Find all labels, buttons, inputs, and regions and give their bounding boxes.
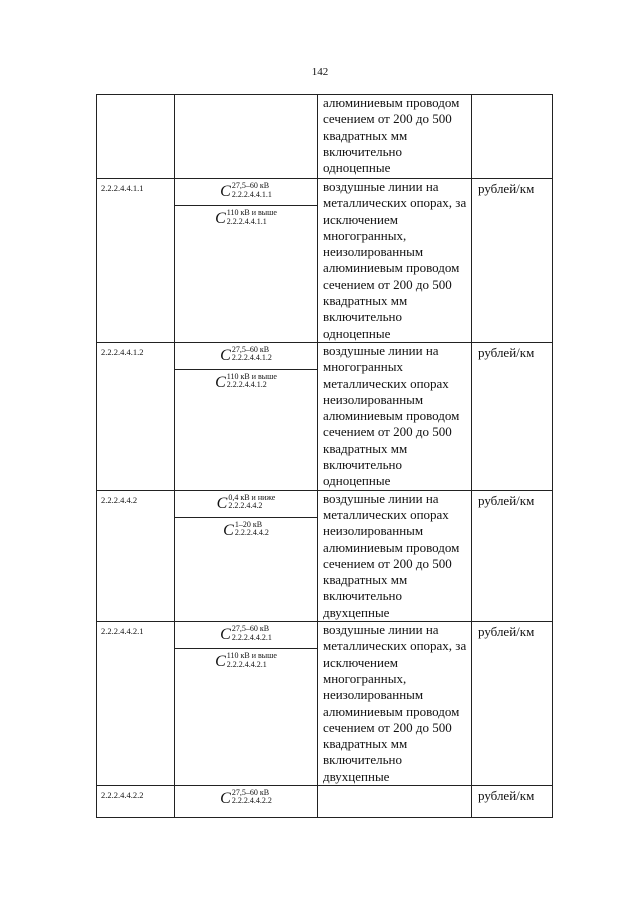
formula-symbol: C: [215, 653, 226, 671]
row-description: алюминиевым проводом сечением от 200 до 500 квадратных мм включительно одноцепные: [323, 95, 460, 176]
formula-superscript: 1–20 кВ: [234, 519, 263, 529]
row-code: 2.2.2.4.4.1.1: [101, 183, 144, 193]
table-row: [97, 622, 553, 786]
formula-subscript: 2.2.2.4.4.2.1: [226, 659, 267, 669]
formula-superscript: 27,5–60 кВ: [231, 344, 270, 354]
description-cell: [318, 490, 472, 621]
formula-superscript: 0,4 кВ и ниже: [228, 492, 276, 502]
formula-cell: [175, 342, 318, 490]
unit-cell: [472, 622, 553, 786]
row-unit: рублей/км: [478, 624, 535, 640]
row-description: воздушные линии на металлических опорах неизолированным алюминиевым проводом сечением от 200 до 500 квадратных мм включительно двухцепные: [323, 490, 460, 620]
row-code: 2.2.2.4.4.2.1: [101, 626, 144, 637]
row-code: 2.2.2.4.4.2.2: [101, 789, 144, 800]
formula-symbol: C: [215, 373, 226, 391]
unit-cell: [472, 785, 553, 817]
code-cell: [97, 622, 175, 786]
formula-superscript: 110 кВ и выше: [226, 371, 277, 381]
row-description: воздушные линии на металлических опорах, за исключением многогранных, неизолированным алюминиевым проводом сечением от 200 до 500 квадратных мм включительно одноцепные: [323, 179, 467, 341]
code-cell: [97, 490, 175, 621]
rate-formula: [215, 373, 277, 391]
formula-subscript: 2.2.2.4.4.2: [234, 528, 269, 538]
unit-cell: [472, 179, 553, 343]
formula-superscript: 27,5–60 кВ: [231, 624, 270, 634]
formula-symbol: C: [215, 210, 226, 227]
table-row: [97, 95, 553, 179]
rate-formula: [223, 521, 269, 539]
row-unit: [472, 95, 552, 97]
rate-formula: [220, 625, 272, 643]
formula-subscript: 2.2.2.4.4.2: [228, 501, 263, 511]
code-cell: [97, 342, 175, 490]
formula-cell: [175, 622, 318, 786]
formula-cell: [175, 785, 318, 817]
formula-symbol: C: [220, 346, 231, 364]
formula-subcell: [175, 648, 317, 674]
table-row: [97, 342, 553, 490]
formula-subcell: [175, 205, 317, 231]
row-unit: рублей/км: [478, 492, 535, 508]
description-cell: [318, 179, 472, 343]
formula-subscript: 2.2.2.4.4.1.2: [226, 380, 267, 390]
formula-subscript: 2.2.2.4.4.1.1: [231, 189, 272, 199]
formula-subscript: 2.2.2.4.4.1.2: [231, 353, 272, 363]
row-code: [97, 95, 174, 99]
formula-subscript: 2.2.2.4.4.2.2: [231, 796, 272, 806]
rate-formula: [220, 789, 272, 807]
formula-symbol: C: [220, 626, 231, 644]
formula-cell: [175, 95, 318, 179]
row-code: 2.2.2.4.4.2: [101, 494, 138, 505]
table-row: [97, 785, 553, 817]
formula-symbol: C: [220, 789, 231, 807]
code-cell: [97, 785, 175, 817]
rate-formula: [217, 494, 276, 512]
rate-formula: [215, 652, 277, 670]
page-number: 142: [311, 66, 329, 78]
row-unit: рублей/км: [478, 344, 535, 360]
formula-cell: [175, 179, 318, 343]
formula-symbol: C: [220, 183, 231, 200]
formula-subcell: [175, 786, 317, 812]
code-cell: [97, 95, 175, 179]
formula-symbol: C: [223, 521, 234, 539]
formula-subcell: [175, 343, 317, 369]
description-cell: [318, 622, 472, 786]
tariff-table: [96, 94, 553, 818]
formula-subcell: [175, 491, 317, 517]
formula-superscript: 27,5–60 кВ: [231, 181, 270, 190]
row-description: воздушные линии на металлических опорах, за исключением многогранных, неизолированным алюминиевым проводом сечением от 200 до 500 квадратных мм включительно двухцепные: [323, 622, 467, 784]
row-description: воздушные линии на многогранных металлических опорах неизолированным алюминиевым проводом сечением от 200 до 500 квадратных мм включительно одноцепные: [323, 342, 460, 489]
rate-formula: [215, 209, 277, 227]
unit-cell: [472, 342, 553, 490]
formula-subcell: [175, 622, 317, 648]
row-code: 2.2.2.4.4.1.2: [101, 346, 144, 357]
formula-subcell: [175, 369, 317, 395]
formula-subcell: [175, 517, 317, 543]
unit-cell: [472, 95, 553, 179]
formula-subcell: [175, 179, 317, 205]
rate-formula: [220, 346, 272, 364]
table-row: [97, 179, 553, 343]
formula-cell: [175, 490, 318, 621]
formula-superscript: 27,5–60 кВ: [231, 787, 270, 797]
formula-subscript: 2.2.2.4.4.2.1: [231, 632, 272, 642]
formula-subscript: 2.2.2.4.4.1.1: [226, 216, 267, 226]
row-unit: рублей/км: [478, 181, 535, 196]
rate-formula: [220, 182, 272, 200]
code-cell: [97, 179, 175, 343]
description-cell: [318, 342, 472, 490]
formula-superscript: 110 кВ и выше: [226, 651, 277, 661]
description-cell: [318, 95, 472, 179]
description-cell: [318, 785, 472, 817]
formula-symbol: C: [216, 494, 228, 512]
formula-superscript: 110 кВ и выше: [226, 208, 277, 217]
row-unit: рублей/км: [478, 787, 535, 803]
table-row: [97, 490, 553, 621]
unit-cell: [472, 490, 553, 621]
